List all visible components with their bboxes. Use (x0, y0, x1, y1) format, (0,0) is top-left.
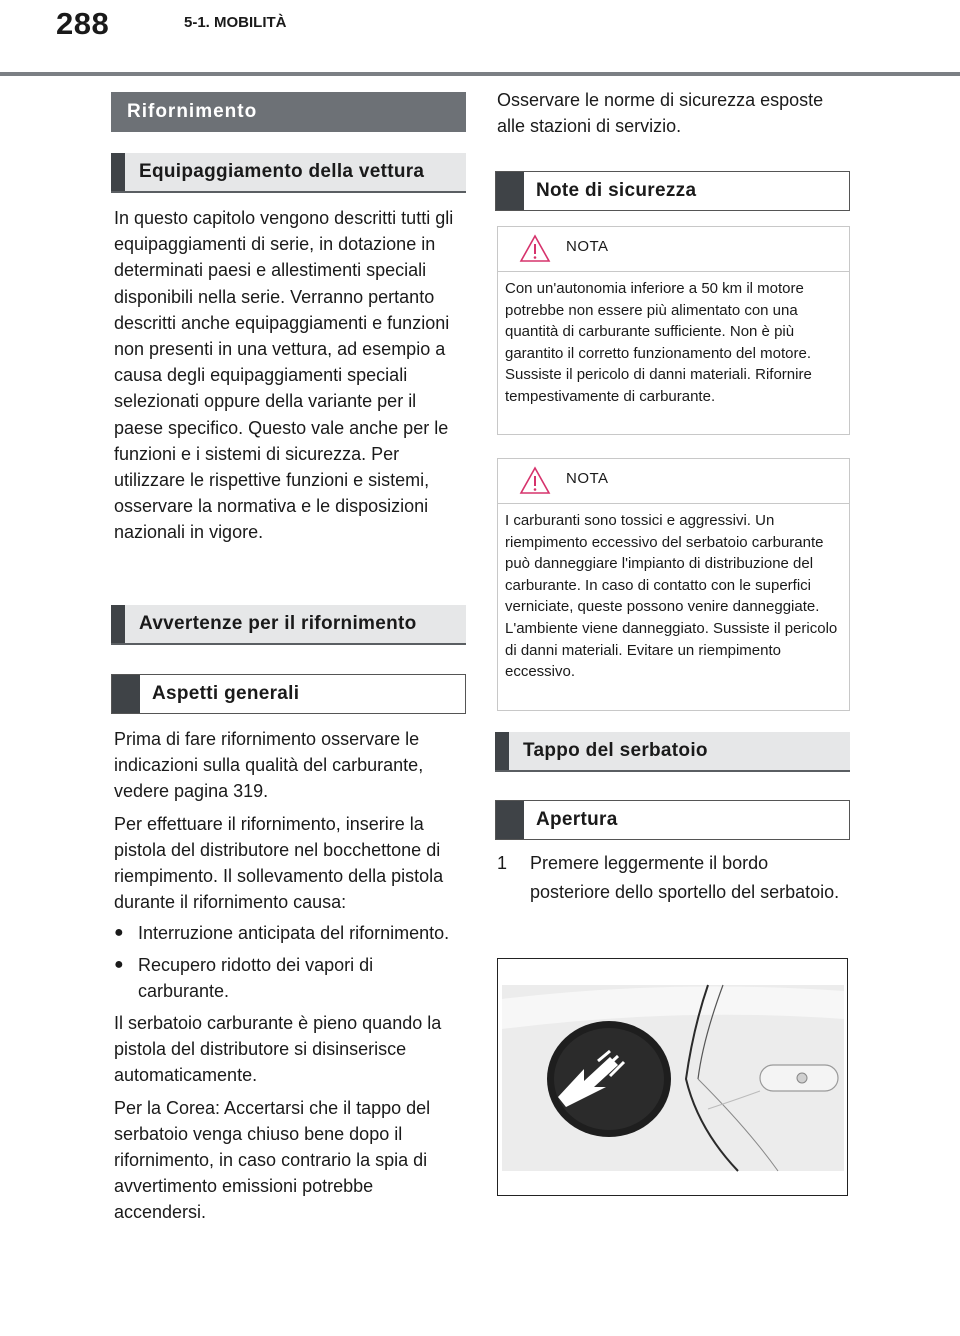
paragraph: Per la Corea: Accertarsi che il tappo del serbatoio venga chiuso bene dopo il rifornimento, in caso contrario la spia di avvertimento emissioni potrebbe accendersi. (114, 1097, 431, 1223)
paragraph: Per effettuare il rifornimento, inserire la pistola del distributore nel bocchettone di riempimento. Il sollevamento della pistola durante il rifornimento causa: (114, 813, 444, 913)
paragraph: Prima di fare rifornimento osservare le indicazioni sulla qualità del carburante, vedere pagina 319. (114, 729, 424, 802)
step-text: Premere leggermente il bordo posteriore dello sportello del serbatoio. (530, 853, 840, 902)
notice-box (497, 458, 850, 711)
warning-triangle-icon (519, 234, 551, 263)
fuel-flap-drawing (498, 959, 848, 1196)
section-title-text: Rifornimento (127, 101, 258, 122)
heading-bar (495, 732, 509, 770)
list-item-text: Recupero ridotto dei vapori di carburante. (138, 954, 374, 1001)
step-item (497, 849, 847, 906)
intro-paragraph: Osservare le norme di sicurezza esposte alle stazioni di servizio. (497, 90, 824, 137)
topic-title: Note di sicurezza (536, 180, 697, 201)
topic-title: Apertura (536, 809, 618, 830)
subsection-heading (111, 605, 466, 645)
notice-text: Con un'autonomia inferiore a 50 km il motore potrebbe non essere più alimentato con una quantità di carburante sufficiente. Non è più garantito il corretto funzionamento del motore. Sussiste il pericolo di danni materiali. Rifornire tempestivamente di carburante. (505, 280, 812, 405)
bullet-icon: ● (114, 955, 124, 973)
left-body (114, 726, 464, 1226)
subsection-title: Avvertenze per il rifornimento (139, 613, 417, 634)
chapter-title: 5-1. MOBILITÀ (184, 14, 287, 31)
page-number: 288 (56, 6, 110, 41)
header-rule (0, 72, 960, 76)
notice-box (497, 226, 850, 435)
list-item (114, 920, 464, 946)
topic-title: Aspetti generali (152, 683, 300, 704)
subsection-title: Equipaggiamento della vettura (139, 161, 425, 182)
fuel-flap-illustration (497, 958, 848, 1196)
notice-label: NOTA (566, 470, 609, 487)
topic-heading (495, 171, 850, 211)
warning-triangle-icon (519, 466, 551, 495)
subsection-heading (111, 153, 466, 193)
heading-bar (496, 172, 524, 210)
section-title (111, 92, 466, 132)
heading-bar (111, 153, 125, 191)
notice-header (498, 459, 849, 504)
topic-heading (495, 800, 850, 840)
heading-bar (112, 675, 140, 713)
step-number: 1 (497, 853, 508, 873)
subsection-title: Tappo del serbatoio (523, 740, 708, 761)
subsection-heading (495, 732, 850, 772)
list-item (114, 952, 464, 1004)
notice-label: NOTA (566, 238, 609, 255)
heading-bar (496, 801, 524, 839)
intro-paragraph: In questo capitolo vengono descritti tutti gli equipaggiamenti di serie, in dotazione in determinati paesi e allestimenti speciali disponibili nella serie. Verranno pertanto descritti anche equipaggiamenti e funzioni non presenti in una vettura, ad esempio a causa degli equipaggiamenti speciali selezionati oppure della variante per il paese specifico. Questo vale anche per le funzioni e i sistemi di sicurezza. Per utilizzare le rispettive funzioni e sistemi, osservare la normativa e le disposizioni nazionali in vigore. (114, 208, 454, 543)
notice-header (498, 227, 849, 272)
heading-bar (111, 605, 125, 643)
list-item-text: Interruzione anticipata del rifornimento. (138, 923, 450, 944)
topic-heading (111, 674, 466, 714)
notice-text: I carburanti sono tossici e aggressivi. Un riempimento eccessivo del serbatoio carburante può danneggiare l'impianto di distribuzione del carburante. In caso di contatto con le superfici verniciate, queste possono venire danneggiate. L'ambiente viene danneggiato. Sussiste il pericolo di danni materiali. Evitare un riempimento eccessivo. (505, 512, 838, 681)
paragraph: Il serbatoio carburante è pieno quando la pistola del distributore si disinserisce automaticamente. (114, 1013, 442, 1086)
bullet-icon: ● (114, 924, 124, 942)
